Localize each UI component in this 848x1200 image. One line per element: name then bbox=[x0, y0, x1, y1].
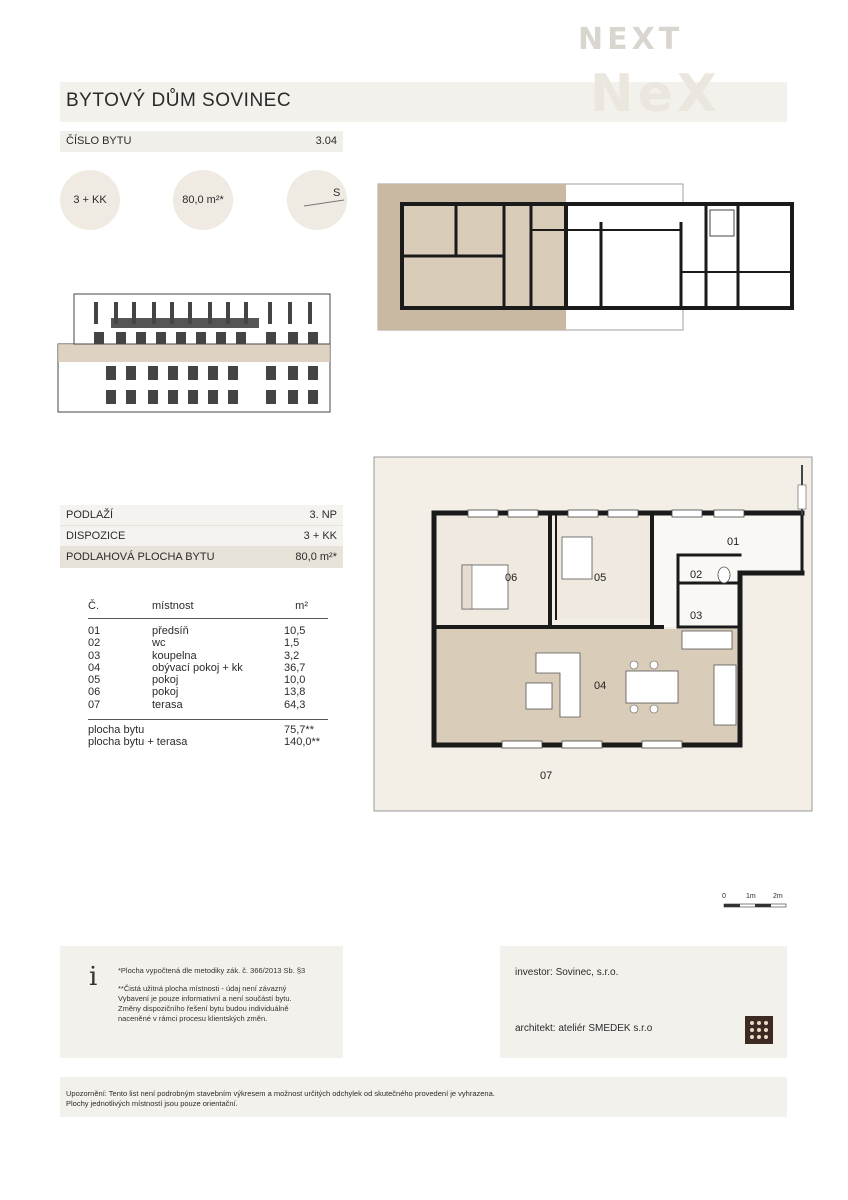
room-totals bbox=[88, 719, 328, 749]
flat-number-row bbox=[60, 131, 343, 152]
total-name: plocha bytu bbox=[88, 724, 145, 737]
scale-bar bbox=[720, 900, 790, 916]
note-changes: Změny dispozičního řešení bytu budou individuálně bbox=[118, 1004, 289, 1013]
room-area: 10,5 bbox=[284, 625, 306, 637]
disclaimer-line-2: Plochy jednotlivých místností jsou pouze orientační. bbox=[66, 1099, 238, 1108]
plan-label-05: 05 bbox=[594, 572, 607, 584]
total-area: 140,0** bbox=[284, 736, 321, 749]
room-table bbox=[88, 597, 328, 749]
investor-text: investor: Sovinec, s.r.o. bbox=[515, 967, 619, 978]
info-area-value: 80,0 m²* bbox=[295, 551, 337, 563]
note-net-area: **Čistá užitná plocha místnosti - údaj není závazný bbox=[118, 984, 287, 993]
room-no: 07 bbox=[88, 698, 101, 711]
table-row bbox=[88, 625, 328, 637]
scale-1m: 1m bbox=[746, 893, 756, 900]
plan-label-06: 06 bbox=[505, 572, 518, 584]
layout-badge bbox=[60, 170, 120, 230]
area-badge-text: 80,0 m²* bbox=[182, 194, 224, 206]
table-row bbox=[88, 637, 328, 649]
col-area-header: m² bbox=[295, 600, 308, 612]
disclaimer-footer bbox=[60, 1077, 787, 1117]
layout-badge-text: 3 + KK bbox=[73, 194, 107, 206]
room-name: wc bbox=[152, 637, 166, 650]
col-name-header: místnost bbox=[152, 600, 194, 612]
room-area: 13,8 bbox=[284, 686, 306, 699]
investor-box bbox=[500, 946, 787, 1058]
area-badge bbox=[173, 170, 233, 230]
page-title: BYTOVÝ DŮM SOVINEC bbox=[66, 90, 292, 111]
room-name: předsíň bbox=[152, 625, 189, 637]
note-area-method: *Plocha vypočtená dle metodiky zák. č. 366/2013 Sb. §3 bbox=[118, 966, 306, 975]
room-no: 04 bbox=[88, 661, 101, 674]
room-no: 06 bbox=[88, 686, 101, 699]
flat-info-table bbox=[60, 505, 343, 568]
architect-logo-icon bbox=[745, 1016, 773, 1044]
title-watermark: NeX bbox=[590, 64, 721, 124]
table-row bbox=[88, 650, 328, 662]
total-name: plocha bytu + terasa bbox=[88, 736, 188, 749]
room-area: 64,3 bbox=[284, 698, 306, 711]
compass-orientation: S bbox=[333, 187, 341, 199]
building-elevation bbox=[56, 292, 334, 414]
architect-text: architekt: ateliér SMEDEK s.r.o bbox=[515, 1023, 653, 1034]
flat-number-label: ČÍSLO BYTU bbox=[66, 135, 132, 147]
plan-label-04: 04 bbox=[594, 680, 607, 692]
table-row bbox=[88, 699, 328, 711]
table-row bbox=[88, 686, 328, 698]
plan-label-02: 02 bbox=[690, 569, 703, 581]
room-no: 05 bbox=[88, 674, 101, 687]
plan-label-07: 07 bbox=[540, 770, 553, 782]
disclaimer-line-1: Upozornění: Tento list není podrobným stavebním výkresem a možnost určitých odchylek od skutečného provedení je vyhrazena. bbox=[66, 1089, 495, 1098]
room-area: 3,2 bbox=[284, 649, 300, 662]
total-area: 75,7** bbox=[284, 724, 314, 737]
info-floor-value: 3. NP bbox=[309, 509, 337, 521]
note-equipment: Vybavení je pouze informativní a není součástí bytu. bbox=[118, 994, 292, 1003]
note-changes-2: naceněné v rámci procesu klientských změn. bbox=[118, 1014, 268, 1023]
room-name: pokoj bbox=[152, 674, 179, 687]
info-area-label: PODLAHOVÁ PLOCHA BYTU bbox=[66, 551, 215, 563]
room-area: 1,5 bbox=[284, 637, 300, 650]
info-row-layout bbox=[60, 526, 343, 547]
table-row bbox=[88, 662, 328, 674]
room-table-header bbox=[88, 597, 328, 619]
next-logo: NEXT bbox=[578, 22, 684, 57]
room-name: terasa bbox=[152, 698, 183, 711]
plan-label-03: 03 bbox=[690, 610, 703, 622]
plan-label-01: 01 bbox=[727, 536, 740, 548]
floor-overview-plan bbox=[376, 182, 794, 332]
room-area: 36,7 bbox=[284, 661, 306, 674]
room-no: 02 bbox=[88, 637, 101, 650]
flat-number-value: 3.04 bbox=[315, 135, 337, 147]
room-name: koupelna bbox=[152, 649, 197, 662]
room-name: obývací pokoj + kk bbox=[152, 661, 243, 674]
info-row-area bbox=[60, 547, 343, 568]
info-layout-value: 3 + KK bbox=[303, 530, 337, 542]
col-no-header: Č. bbox=[88, 600, 99, 612]
total-row bbox=[88, 736, 328, 748]
scale-2m: 2m bbox=[773, 893, 783, 900]
info-icon: i bbox=[89, 962, 98, 992]
table-row bbox=[88, 674, 328, 686]
info-row-floor bbox=[60, 505, 343, 526]
scale-0: 0 bbox=[722, 893, 726, 900]
room-area: 10,0 bbox=[284, 674, 306, 687]
room-no: 01 bbox=[88, 625, 101, 637]
total-row bbox=[88, 724, 328, 736]
info-floor-label: PODLAŽÍ bbox=[66, 509, 114, 521]
room-no: 03 bbox=[88, 649, 101, 662]
info-layout-label: DISPOZICE bbox=[66, 530, 126, 542]
apartment-floor-plan bbox=[372, 455, 814, 813]
room-name: pokoj bbox=[152, 686, 179, 699]
